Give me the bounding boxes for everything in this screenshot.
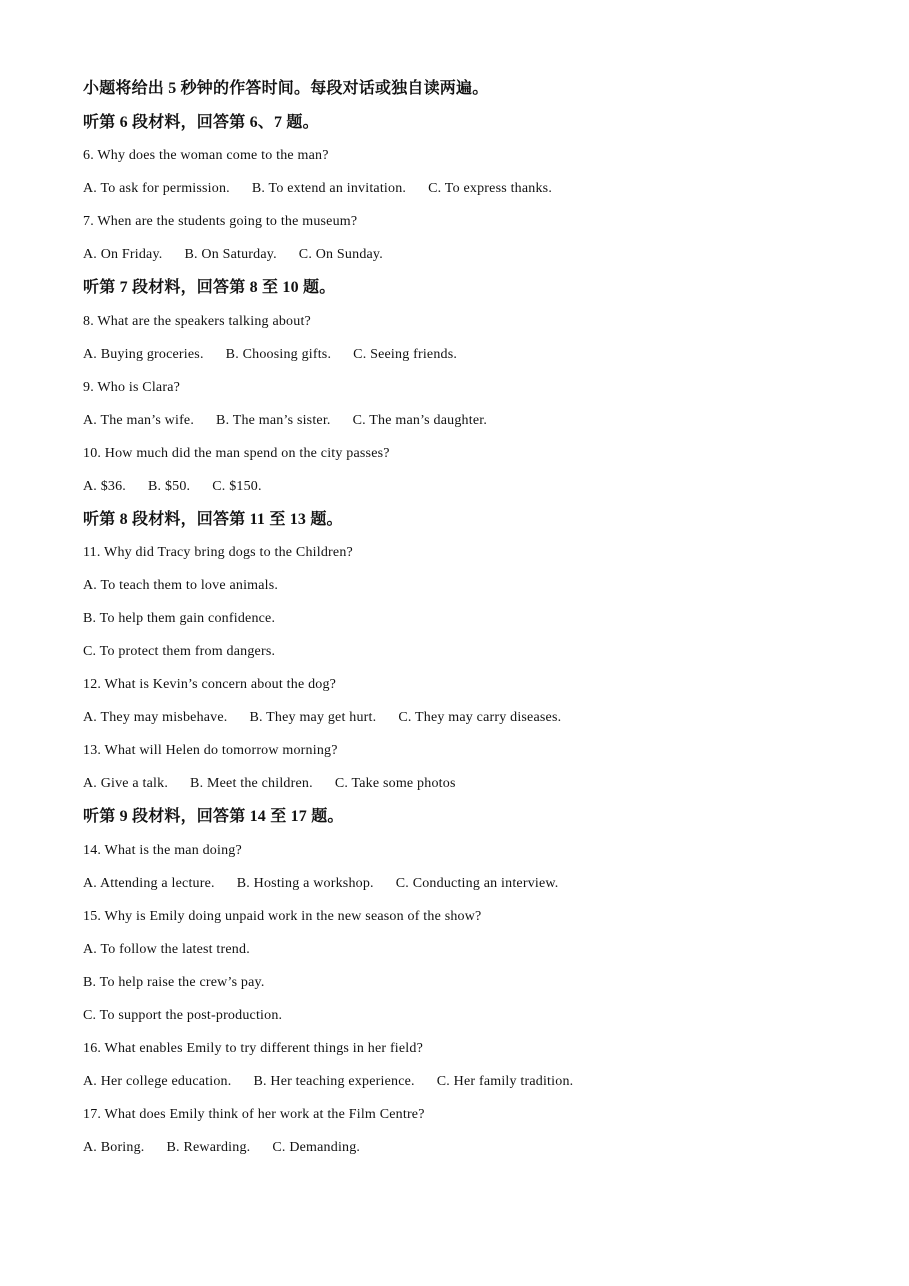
question-text: 12. What is Kevin’s concern about the dog? xyxy=(83,677,337,692)
answer-option: A. The man’s wife. xyxy=(83,412,195,428)
answer-option: A. To follow the latest trend. xyxy=(83,941,250,957)
answer-option: C. To support the post-production. xyxy=(83,1007,283,1023)
options-row xyxy=(83,338,863,371)
answer-option: C. Demanding. xyxy=(272,1139,361,1155)
options-row xyxy=(83,767,863,800)
answer-option: B. Her teaching experience. xyxy=(253,1073,415,1089)
question-text: 14. What is the man doing? xyxy=(83,842,242,858)
question-text: 13. What will Helen do tomorrow morning? xyxy=(83,743,338,758)
answer-option: A. Boring. xyxy=(83,1139,145,1155)
options-row xyxy=(83,172,863,205)
exam-page xyxy=(83,72,863,1164)
options-row xyxy=(83,867,863,900)
answer-option: C. Seeing friends. xyxy=(353,346,458,362)
section-heading: 听第 8 段材料，回答第 11 至 13 题。 xyxy=(83,510,343,528)
answer-option: B. On Saturday. xyxy=(184,247,277,262)
answer-option: B. Hosting a workshop. xyxy=(236,875,374,891)
answer-option: B. Rewarding. xyxy=(166,1139,251,1155)
answer-option: B. To help raise the crew’s pay. xyxy=(83,974,265,990)
answer-option: A. Attending a lecture. xyxy=(83,875,215,891)
question-sections xyxy=(83,106,863,1164)
intro-instruction: 小题将给出 5 秒钟的作答时间。每段对话或独自读两遍。 xyxy=(83,80,489,97)
answer-option: B. They may get hurt. xyxy=(249,710,377,725)
question-text: 7. When are the students going to the museum? xyxy=(83,214,358,229)
answer-option: C. Conducting an interview. xyxy=(395,875,559,891)
question-text: 6. Why does the woman come to the man? xyxy=(83,148,329,163)
answer-option: C. They may carry diseases. xyxy=(398,710,562,725)
question-text: 17. What does Emily think of her work at the Film Centre? xyxy=(83,1106,425,1122)
answer-option: B. To extend an invitation. xyxy=(251,181,407,196)
answer-option: A. To teach them to love animals. xyxy=(83,578,279,593)
options-row xyxy=(83,238,863,271)
section-heading: 听第 6 段材料，回答第 6、7 题。 xyxy=(83,113,319,131)
answer-option: A. Her college education. xyxy=(83,1073,232,1089)
answer-option: C. Take some photos xyxy=(334,776,456,791)
answer-option: B. To help them gain confidence. xyxy=(83,611,276,626)
options-row xyxy=(83,701,863,734)
options-row xyxy=(83,1131,863,1164)
question-text: 9. Who is Clara? xyxy=(83,379,181,395)
options-row xyxy=(83,470,863,503)
answer-option: C. Her family tradition. xyxy=(436,1073,574,1089)
answer-option: A. On Friday. xyxy=(83,247,163,262)
answer-option: B. $50. xyxy=(148,478,191,494)
question-text: 10. How much did the man spend on the city passes? xyxy=(83,445,390,461)
question-text: 11. Why did Tracy bring dogs to the Children? xyxy=(83,545,353,560)
question-text: 8. What are the speakers talking about? xyxy=(83,313,311,329)
answer-option: A. To ask for permission. xyxy=(83,181,230,196)
answer-option: C. To express thanks. xyxy=(428,181,553,196)
question-text: 15. Why is Emily doing unpaid work in the new season of the show? xyxy=(83,908,482,924)
answer-option: C. On Sunday. xyxy=(298,247,383,262)
options-row xyxy=(83,1065,863,1098)
answer-option: B. The man’s sister. xyxy=(216,412,331,428)
answer-option: C. To protect them from dangers. xyxy=(83,644,276,659)
section-heading: 听第 9 段材料，回答第 14 至 17 题。 xyxy=(83,808,344,825)
answer-option: C. $150. xyxy=(212,478,262,494)
answer-option: C. The man’s daughter. xyxy=(352,412,488,428)
section-heading: 听第 7 段材料，回答第 8 至 10 题。 xyxy=(83,279,336,296)
answer-option: A. $36. xyxy=(83,478,127,494)
answer-option: A. They may misbehave. xyxy=(83,710,228,725)
answer-option: B. Choosing gifts. xyxy=(225,346,332,362)
answer-option: A. Give a talk. xyxy=(83,776,169,791)
options-row xyxy=(83,404,863,437)
answer-option: B. Meet the children. xyxy=(190,776,313,791)
answer-option: A. Buying groceries. xyxy=(83,346,204,362)
question-text: 16. What enables Emily to try different things in her field? xyxy=(83,1040,424,1056)
